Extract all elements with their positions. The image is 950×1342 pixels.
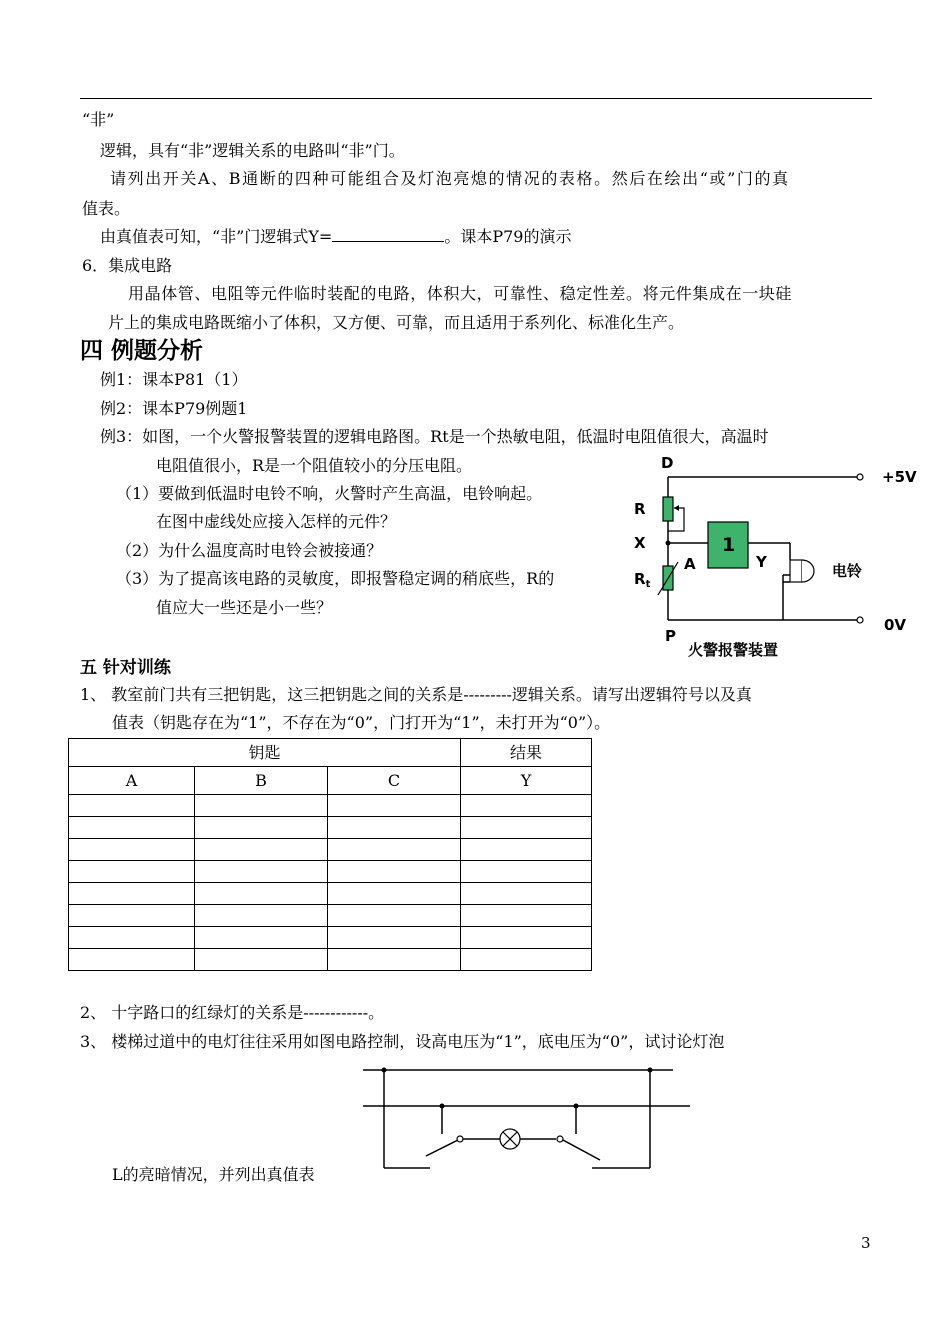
table-cell [328,795,461,817]
problem-1-line-1: 1、 教室前门共有三把钥匙，这三把钥匙之间的关系是---------逻辑关系。请写出逻辑符号以及真 [80,685,752,704]
table-cell [195,905,328,927]
label-a: A [684,555,696,573]
right-switch-contact [557,1136,563,1142]
bell-dome [802,560,814,582]
right-node [648,1068,653,1073]
fei-heading: “非” [82,110,115,129]
expression-prefix: 由真值表可知，“非”门逻辑式Y= [100,227,333,246]
column-y: Y [461,767,592,795]
resistor-r [663,497,673,521]
example-3-line-2: 电阻值很小，R是一个阻值较小的分压电阻。 [156,456,473,475]
table-cell [195,927,328,949]
left-switch-node [440,1104,445,1109]
header-rule [80,98,872,99]
question-1-line-1: （1）要做到低温时电铃不响，火警时产生高温，电铃响起。 [116,484,543,503]
header-keys: 钥匙 [69,739,461,767]
ic-line-1: 用晶体管、电阻等元件临时装配的电路，体积大，可靠性、稳定性差。将元件集成在一块硅 [128,284,793,303]
task-line-2: 值表。 [82,199,131,218]
expression-suffix: 。课本P79的演示 [444,227,572,246]
label-y: Y [756,553,767,571]
table-row [69,795,592,817]
column-c: C [328,767,461,795]
problem-3-line-1: 3、 楼梯过道中的电灯往往采用如图电路控制，设高电压为“1”，底电压为“0”，试讨论灯泡 [80,1032,725,1051]
section-5-heading: 五 针对训练 [80,658,171,678]
table-header-columns-row [69,767,592,795]
section-4-heading: 四 例题分析 [80,338,204,364]
table-cell [461,883,592,905]
right-switch-blade [563,1140,600,1160]
table-cell [195,839,328,861]
table-cell [69,839,195,861]
page-number: 3 [861,1234,871,1252]
table-cell [69,949,195,971]
table-cell [328,927,461,949]
table-cell [69,861,195,883]
table-row [69,927,592,949]
label-bell: 电铃 [832,562,863,580]
table-cell [461,949,592,971]
circuit-caption: 火警报警装置 [688,641,779,659]
question-2: （2）为什么温度高时电铃会被接通？ [116,541,383,560]
label-x: X [634,534,646,552]
label-r: R [634,500,646,518]
table-cell [328,861,461,883]
label-0v: 0V [884,616,907,634]
header-result: 结果 [461,739,592,767]
label-rt-main: R [634,570,646,588]
problem-2: 2、 十字路口的红绿灯的关系是------------。 [80,1003,385,1022]
wiper-arrow [674,505,679,511]
table-cell [461,861,592,883]
left-node [382,1068,387,1073]
label-plus5v: +5V [882,468,917,486]
column-b: B [195,767,328,795]
bell-body [790,560,802,582]
table-cell [69,795,195,817]
table-row [69,817,592,839]
ic-title: 6．集成电路 [82,256,173,275]
table-row [69,861,592,883]
table-cell [195,817,328,839]
table-cell [69,817,195,839]
table-cell [328,883,461,905]
left-switch-contact [457,1136,463,1142]
table-cell [461,839,592,861]
label-d: D [661,454,674,472]
table-row [69,949,592,971]
table-cell [328,949,461,971]
staircase-circuit [360,1062,700,1174]
zero-volt-terminal [857,617,863,623]
fire-alarm-circuit [628,450,928,665]
label-p: P [665,627,676,645]
table-cell [461,927,592,949]
table-cell [195,861,328,883]
plus5v-terminal [857,474,863,480]
example-2: 例2：课本P79例题1 [100,399,248,418]
ic-line-2: 片上的集成电路既缩小了体积，又方便、可靠，而且适用于系列化、标准化生产。 [108,313,685,332]
expression-blank [332,227,444,242]
question-1-line-2: 在图中虚线处应接入怎样的元件？ [156,512,397,531]
gate-label: 1 [722,534,736,556]
expression-line [100,227,571,247]
label-rt-sub: t [645,579,651,590]
table-header-group-row [69,739,592,767]
question-3-line-1: （3）为了提高该电路的灵敏度，即报警稳定调的稍底些，R的 [116,569,555,588]
table-cell [69,883,195,905]
fei-definition: 逻辑，具有“非”逻辑关系的电路叫“非”门。 [100,141,405,160]
table-cell [328,905,461,927]
table-cell [195,795,328,817]
problem-1-line-2: 值表（钥匙存在为“1”，不存在为“0”，门打开为“1”，未打开为“0”）。 [112,713,611,732]
example-3-line-1: 例3：如图，一个火警报警装置的逻辑电路图。Rt是一个热敏电阻，低温时电阻值很大，高温时 [100,427,769,446]
table-row [69,839,592,861]
table-cell [69,905,195,927]
table-cell [461,905,592,927]
table-cell [461,817,592,839]
right-switch-node [574,1104,579,1109]
left-switch-blade [426,1140,458,1156]
question-3-line-2: 值应大一些还是小一些？ [156,598,333,617]
task-line-1: 请列出开关A、B通断的四种可能组合及灯泡亮熄的情况的表格。然后在绘出“或”门的真 [110,169,790,188]
label-rt [634,570,651,590]
table-cell [328,839,461,861]
table-cell [69,927,195,949]
table-row [69,883,592,905]
table-row [69,905,592,927]
example-1: 例1：课本P81（1） [100,370,248,389]
table-cell [461,795,592,817]
table-cell [195,883,328,905]
key-truth-table [68,738,592,971]
column-a: A [69,767,195,795]
table-cell [195,949,328,971]
problem-3-line-2: L的亮暗情况，并列出真值表 [112,1165,315,1184]
table-cell [328,817,461,839]
